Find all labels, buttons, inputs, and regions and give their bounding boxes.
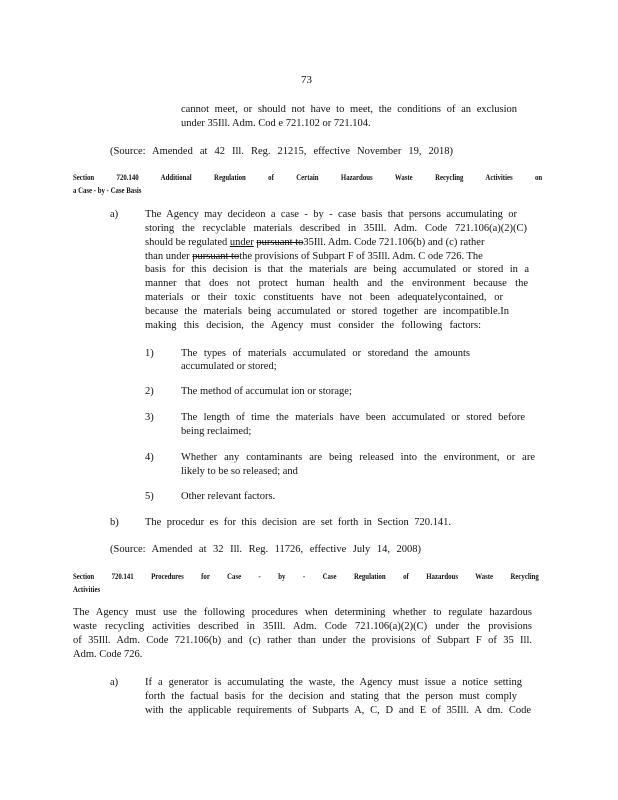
item-b-label: b) xyxy=(110,517,119,528)
item-a-line-8: because the materials being accumulated or stored together are incompatible.In xyxy=(145,306,509,317)
factor-4-line-1: Whether any contaminants are being released into the environment, or are xyxy=(181,452,535,463)
factor-3-number: 3) xyxy=(145,412,154,423)
factor-2-line-1: The method of accumulat ion or storage; xyxy=(181,386,352,397)
item-a-line-9: making this decision, the Agency must consider the following factors: xyxy=(145,320,481,331)
para-141-line-1: The Agency must use the following procedures when determining whether to regulate hazardous xyxy=(73,607,532,618)
factor-4-line-2: likely to be so released; and xyxy=(181,466,298,477)
item-a-line-6: manner that does not protect human health and the environment because the xyxy=(145,278,528,289)
section-720-140-heading-line-2: a Case - by - Case Basis xyxy=(73,186,142,195)
item-a-line-2: storing the recyclable materials described in 35Ill. Adm. Code 721.106(a)(2)(C) xyxy=(145,223,527,234)
factor-4-number: 4) xyxy=(145,452,154,463)
item-a-label: a) xyxy=(110,209,119,220)
item-141a-label: a) xyxy=(110,677,119,688)
factor-5-line-1: Other relevant factors. xyxy=(181,491,276,502)
factor-1-line-1: The types of materials accumulated or storedand the amounts xyxy=(181,348,470,359)
factor-1-line-2: accumulated or stored; xyxy=(181,361,277,372)
item-141a-line-1: If a generator is accumulating the waste, the Agency must issue a notice setting xyxy=(145,677,522,688)
factor-3-line-1: The length of time the materials have been accumulated or stored before xyxy=(181,412,525,423)
intro-line-2: under 35Ill. Adm. Cod e 721.102 or 721.104. xyxy=(181,118,371,129)
item-a-line-3-rest: 35Ill. Adm. Code 721.106(b) and (c) rather xyxy=(303,237,485,248)
section-720-141-heading-line-1: Section 720.141 Procedures for Case - by - Case Regulation of Hazardous Waste Recycling xyxy=(73,572,539,581)
deleted-text: pursuant to xyxy=(192,251,240,262)
item-a-line-4 xyxy=(145,250,483,263)
para-141-line-3: of 35Ill. Adm. Code 721.106(b) and (c) rather than under the provisions of Subpart F of 35 Ill. xyxy=(73,635,532,646)
section-720-141-heading-line-2: Activities xyxy=(73,585,101,594)
source-note-1: (Source: Amended at 42 Ill. Reg. 21215, effective November 19, 2018) xyxy=(110,146,453,157)
para-141-line-4: Adm. Code 726. xyxy=(73,649,143,660)
section-720-140-heading-line-1: Section 720.140 Additional Regulation of Certain Hazardous Waste Recycling Activities on xyxy=(73,173,543,182)
item-141a-line-3: with the applicable requirements of Subparts A, C, D and E of 35Ill. A dm. Code xyxy=(145,705,531,716)
source-note-2: (Source: Amended at 32 Ill. Reg. 11726, effective July 14, 2008) xyxy=(110,544,421,555)
page-number: 73 xyxy=(301,74,312,86)
factor-3-line-2: being reclaimed; xyxy=(181,426,252,437)
item-a-line-7: materials or their toxic constituents have not been adequatelycontained, or xyxy=(145,292,503,303)
item-141a-line-2: forth the factual basis for the decision and stating that the person must comply xyxy=(145,691,517,702)
intro-line-1: cannot meet, or should not have to meet, the conditions of an exclusion xyxy=(181,104,517,115)
item-a-line-1: The Agency may decideon a case - by - case basis that persons accumulating or xyxy=(145,209,517,220)
factor-2-number: 2) xyxy=(145,386,154,397)
inserted-text: under xyxy=(229,237,254,248)
item-a-line-4-rest: the provisions of Subpart F of 35Ill. Adm. C ode 726. The xyxy=(239,251,483,262)
item-a-line-5: basis for this decision is that the materials are being accumulated or stored in a xyxy=(145,264,529,275)
item-a-line-3-text: should be regulated xyxy=(145,237,228,248)
factor-1-number: 1) xyxy=(145,348,154,359)
factor-5-number: 5) xyxy=(145,491,154,502)
item-a-line-3 xyxy=(145,236,533,249)
item-b-text: The procedur es for this decision are set forth in Section 720.141. xyxy=(145,517,451,528)
deleted-text: pursuant to xyxy=(256,237,304,248)
para-141-line-2: waste recycling activities described in 35Ill. Adm. Code 721.106(a)(2)(C) under the provisions xyxy=(73,621,532,632)
item-a-line-4-text: than under xyxy=(145,251,190,262)
